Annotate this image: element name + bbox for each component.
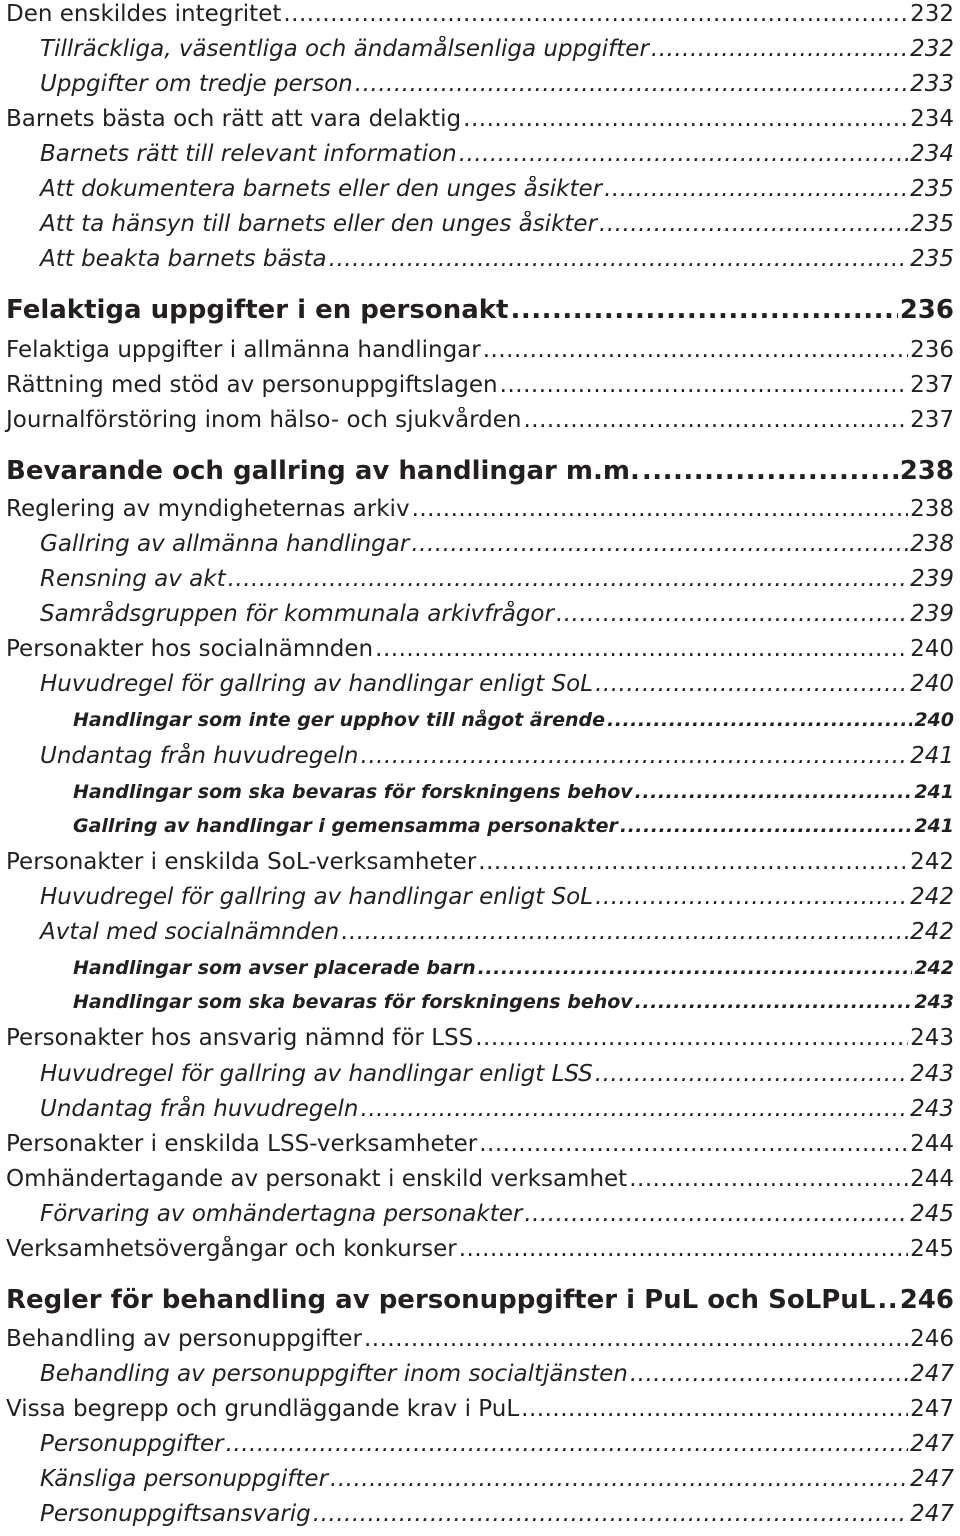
toc-dot-leader bbox=[478, 957, 913, 979]
toc-entry[interactable] bbox=[0, 456, 954, 486]
toc-entry-page-number: 232 bbox=[910, 1, 954, 27]
toc-dot-leader bbox=[463, 106, 908, 132]
toc-entry-title: Undantag från huvudregeln bbox=[40, 743, 359, 769]
toc-entry[interactable] bbox=[0, 566, 954, 592]
toc-entry-title: Personuppgiftsansvarig bbox=[40, 1501, 311, 1527]
toc-entry-page-number: 243 bbox=[910, 1096, 954, 1122]
toc-dot-leader bbox=[599, 211, 908, 237]
toc-entry-page-number: 237 bbox=[910, 372, 954, 398]
toc-entry-page-number: 243 bbox=[910, 1061, 954, 1087]
toc-entry-title: Bevarande och gallring av handlingar m.m. bbox=[6, 456, 640, 486]
toc-dot-leader bbox=[620, 815, 912, 837]
toc-dot-leader bbox=[521, 1396, 908, 1422]
toc-entry-page-number: 246 bbox=[910, 1326, 954, 1352]
toc-entry[interactable] bbox=[0, 1285, 954, 1315]
toc-entry-title: Journalförstöring inom hälso- och sjukvården bbox=[6, 407, 522, 433]
toc-entry[interactable] bbox=[0, 709, 954, 731]
toc-entry-title: Verksamhetsövergångar och konkurser bbox=[6, 1236, 457, 1262]
toc-entry-page-number: 236 bbox=[899, 295, 954, 325]
toc-entry-page-number: 232 bbox=[910, 36, 954, 62]
toc-entry[interactable] bbox=[0, 743, 954, 769]
toc-entry-title: Avtal med socialnämnden bbox=[40, 919, 340, 945]
toc-entry-title: Känsliga personuppgifter bbox=[40, 1466, 329, 1492]
toc-entry-title: Gallring av handlingar i gemensamma personakter bbox=[73, 815, 618, 837]
toc-dot-leader bbox=[595, 884, 908, 910]
toc-entry[interactable] bbox=[0, 1326, 954, 1352]
toc-entry[interactable] bbox=[0, 1061, 954, 1087]
toc-entry-page-number: 241 bbox=[910, 743, 954, 769]
toc-dot-leader bbox=[361, 743, 909, 769]
toc-dot-leader bbox=[479, 1131, 908, 1157]
toc-entry-title: Handlingar som avser placerade barn bbox=[73, 957, 476, 979]
toc-entry[interactable] bbox=[0, 1501, 954, 1527]
toc-entry[interactable] bbox=[0, 671, 954, 697]
toc-dot-leader bbox=[364, 1326, 908, 1352]
toc-entry[interactable] bbox=[0, 957, 954, 979]
toc-entry-page-number: 235 bbox=[910, 211, 954, 237]
toc-entry[interactable] bbox=[0, 1361, 954, 1387]
toc-entry-title: Handlingar som inte ger upphov till något ärende bbox=[73, 709, 606, 731]
toc-dot-leader bbox=[604, 176, 908, 202]
toc-entry-title: Barnets bästa och rätt att vara delaktig bbox=[6, 106, 462, 132]
toc-dot-leader bbox=[635, 781, 913, 803]
toc-entry[interactable] bbox=[0, 849, 954, 875]
toc-entry[interactable] bbox=[0, 36, 954, 62]
toc-dot-leader bbox=[524, 1201, 908, 1227]
toc-entry-title: Tillräckliga, väsentliga och ändamålsenliga uppgifter bbox=[40, 36, 649, 62]
toc-entry-title: Gallring av allmänna handlingar bbox=[40, 531, 410, 557]
toc-entry-page-number: 240 bbox=[910, 671, 954, 697]
toc-entry-page-number: 238 bbox=[910, 531, 954, 557]
toc-entry[interactable] bbox=[0, 815, 954, 837]
toc-entry-title: Huvudregel för gallring av handlingar enligt SoL bbox=[40, 884, 594, 910]
toc-entry-page-number: 245 bbox=[910, 1236, 954, 1262]
toc-dot-leader bbox=[510, 295, 897, 325]
toc-entry-page-number: 244 bbox=[910, 1166, 954, 1192]
toc-entry[interactable] bbox=[0, 1431, 954, 1457]
toc-entry[interactable] bbox=[0, 1396, 954, 1422]
toc-entry-page-number: 234 bbox=[910, 106, 954, 132]
toc-entry-title: Samrådsgruppen för kommunala arkivfrågor bbox=[40, 601, 554, 627]
toc-entry-page-number: 246 bbox=[899, 1285, 954, 1315]
toc-entry-title: Behandling av personuppgifter bbox=[6, 1326, 362, 1352]
toc-entry-page-number: 243 bbox=[910, 1025, 954, 1051]
toc-entry-title: Felaktiga uppgifter i en personakt bbox=[6, 295, 509, 325]
toc-dot-leader bbox=[341, 919, 908, 945]
toc-entry-title: Huvudregel för gallring av handlingar enligt LSS bbox=[40, 1061, 593, 1087]
toc-dot-leader bbox=[523, 407, 908, 433]
toc-entry-page-number: 237 bbox=[910, 407, 954, 433]
toc-dot-leader bbox=[629, 1166, 908, 1192]
toc-entry[interactable] bbox=[0, 919, 954, 945]
toc-entry-page-number: 239 bbox=[910, 566, 954, 592]
toc-dot-leader bbox=[375, 636, 908, 662]
toc-dot-leader bbox=[226, 1431, 908, 1457]
toc-entry-page-number: 235 bbox=[910, 246, 954, 272]
toc-entry[interactable] bbox=[0, 337, 954, 363]
toc-entry-title: Handlingar som ska bevaras för forskningens behov bbox=[73, 781, 633, 803]
toc-entry[interactable] bbox=[0, 601, 954, 627]
toc-dot-leader bbox=[556, 601, 908, 627]
toc-dot-leader bbox=[500, 372, 908, 398]
toc-entry[interactable] bbox=[0, 407, 954, 433]
toc-entry-page-number: 247 bbox=[910, 1466, 954, 1492]
toc-entry-title: Rättning med stöd av personuppgiftslagen bbox=[6, 372, 498, 398]
toc-dot-leader bbox=[355, 71, 908, 97]
toc-entry-page-number: 240 bbox=[914, 709, 954, 731]
toc-dot-leader bbox=[329, 246, 908, 272]
toc-entry-page-number: 241 bbox=[914, 781, 954, 803]
toc-dot-leader bbox=[877, 1285, 897, 1315]
toc-entry[interactable] bbox=[0, 141, 954, 167]
toc-entry-title: Reglering av myndigheternas arkiv bbox=[6, 496, 410, 522]
toc-entry-title: Personakter hos ansvarig nämnd för LSS bbox=[6, 1025, 474, 1051]
toc-dot-leader bbox=[313, 1501, 908, 1527]
toc-dot-leader bbox=[283, 1, 908, 27]
toc-entry[interactable] bbox=[0, 636, 954, 662]
toc-entry[interactable] bbox=[0, 211, 954, 237]
toc-entry[interactable] bbox=[0, 1166, 954, 1192]
toc-entry[interactable] bbox=[0, 991, 954, 1013]
toc-entry[interactable] bbox=[0, 1096, 954, 1122]
toc-entry-title: Felaktiga uppgifter i allmänna handlingar bbox=[6, 337, 481, 363]
toc-entry-page-number: 245 bbox=[910, 1201, 954, 1227]
toc-entry-title: Huvudregel för gallring av handlingar enligt SoL bbox=[40, 671, 594, 697]
toc-entry-page-number: 247 bbox=[910, 1501, 954, 1527]
toc-entry-title: Den enskildes integritet bbox=[6, 1, 282, 27]
toc-entry[interactable] bbox=[0, 1236, 954, 1262]
toc-entry-title: Personakter i enskilda LSS-verksamheter bbox=[6, 1131, 478, 1157]
toc-entry-page-number: 236 bbox=[910, 337, 954, 363]
toc-entry-page-number: 233 bbox=[910, 71, 954, 97]
toc-dot-leader bbox=[330, 1466, 908, 1492]
toc-dot-leader bbox=[635, 991, 913, 1013]
toc-entry[interactable] bbox=[0, 372, 954, 398]
toc-entry-page-number: 242 bbox=[914, 957, 954, 979]
toc-entry-page-number: 239 bbox=[910, 601, 954, 627]
toc-dot-leader bbox=[607, 709, 912, 731]
toc-dot-leader bbox=[475, 1025, 908, 1051]
toc-entry-page-number: 247 bbox=[910, 1361, 954, 1387]
toc-entry[interactable] bbox=[0, 1201, 954, 1227]
toc-dot-leader bbox=[630, 1361, 908, 1387]
toc-dot-leader bbox=[595, 1061, 908, 1087]
toc-dot-leader bbox=[478, 849, 908, 875]
toc-entry-page-number: 235 bbox=[910, 176, 954, 202]
toc-entry-page-number: 243 bbox=[914, 991, 954, 1013]
toc-entry-title: Omhändertagande av personakt i enskild verksamhet bbox=[6, 1166, 628, 1192]
toc-dot-leader bbox=[459, 1236, 908, 1262]
toc-entry-title: Personakter hos socialnämnden bbox=[6, 636, 374, 662]
toc-entry-title: Uppgifter om tredje person bbox=[40, 71, 353, 97]
toc-entry-title: Vissa begrepp och grundläggande krav i PuL bbox=[6, 1396, 520, 1422]
toc-dot-leader bbox=[483, 337, 908, 363]
toc-entry-title: Handlingar som ska bevaras för forskningens behov bbox=[73, 991, 633, 1013]
toc-entry-page-number: 241 bbox=[914, 815, 954, 837]
toc-entry[interactable] bbox=[0, 71, 954, 97]
toc-entry-title: Att ta hänsyn till barnets eller den unges åsikter bbox=[40, 211, 598, 237]
toc-entry-page-number: 238 bbox=[910, 496, 954, 522]
toc-dot-leader bbox=[412, 496, 909, 522]
toc-entry-page-number: 238 bbox=[899, 456, 954, 486]
toc-entry-title: Personakter i enskilda SoL-verksamheter bbox=[6, 849, 477, 875]
toc-entry[interactable] bbox=[0, 1131, 954, 1157]
toc-entry-page-number: 242 bbox=[910, 884, 954, 910]
toc-entry-title: Personuppgifter bbox=[40, 1431, 224, 1457]
toc-dot-leader bbox=[642, 456, 898, 486]
toc-entry-page-number: 242 bbox=[910, 849, 954, 875]
toc-entry-page-number: 234 bbox=[910, 141, 954, 167]
toc-entry[interactable] bbox=[0, 884, 954, 910]
toc-entry[interactable] bbox=[0, 1, 954, 27]
toc-dot-leader bbox=[228, 566, 908, 592]
toc-dot-leader bbox=[459, 141, 908, 167]
toc-dot-leader bbox=[651, 36, 908, 62]
toc-entry-title: Att beakta barnets bästa bbox=[40, 246, 327, 272]
toc-entry[interactable] bbox=[0, 176, 954, 202]
toc-dot-leader bbox=[595, 671, 908, 697]
toc-entry-page-number: 247 bbox=[910, 1431, 954, 1457]
toc-entry[interactable] bbox=[0, 531, 954, 557]
toc-entry-title: Behandling av personuppgifter inom socialtjänsten bbox=[40, 1361, 628, 1387]
toc-entry-page-number: 244 bbox=[910, 1131, 954, 1157]
toc-entry-title: Regler för behandling av personuppgifter i PuL och SoLPuL bbox=[6, 1285, 876, 1315]
toc-entry[interactable] bbox=[0, 295, 954, 325]
toc-entry-title: Undantag från huvudregeln bbox=[40, 1096, 359, 1122]
toc-entry[interactable] bbox=[0, 246, 954, 272]
toc-entry-page-number: 240 bbox=[910, 636, 954, 662]
toc-entry-title: Förvaring av omhändertagna personakter bbox=[40, 1201, 523, 1227]
toc-entry[interactable] bbox=[0, 1466, 954, 1492]
toc-entry-page-number: 242 bbox=[910, 919, 954, 945]
toc-entry[interactable] bbox=[0, 781, 954, 803]
toc-dot-leader bbox=[411, 531, 908, 557]
toc-entry-title: Rensning av akt bbox=[40, 566, 226, 592]
toc-dot-leader bbox=[361, 1096, 909, 1122]
toc-entry-title: Barnets rätt till relevant information bbox=[40, 141, 457, 167]
toc-entry[interactable] bbox=[0, 106, 954, 132]
toc-entry-title: Att dokumentera barnets eller den unges åsikter bbox=[40, 176, 603, 202]
toc-entry[interactable] bbox=[0, 1025, 954, 1051]
toc-entry[interactable] bbox=[0, 496, 954, 522]
toc-entry-page-number: 247 bbox=[910, 1396, 954, 1422]
